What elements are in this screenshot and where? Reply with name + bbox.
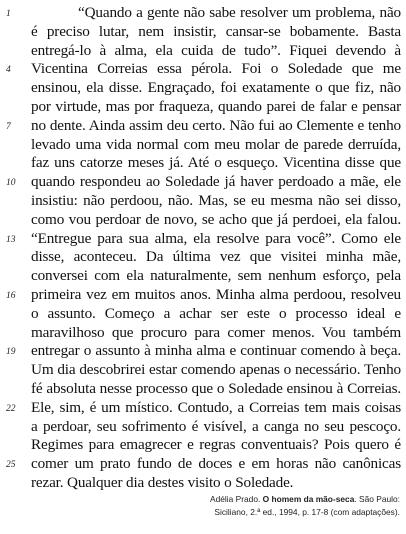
passage-line <box>0 248 406 267</box>
source-citation <box>170 493 400 519</box>
line-text: ensinou, ela disse. Engraçado, foi exatamente o que fiz, não <box>31 79 401 97</box>
passage-line <box>0 455 406 474</box>
line-text: levado uma vida normal com meu molar de parede derruída, <box>31 135 401 153</box>
text-passage <box>0 4 406 493</box>
passage-line <box>0 267 406 286</box>
line-text: a perdoar, seu sofrimento é visível, a canga no seu pescoço. <box>31 417 401 435</box>
line-text: entregar o assunto à minha alma e continuar comendo à beça. <box>31 342 401 360</box>
passage-line <box>0 23 406 42</box>
passage-line <box>0 60 406 79</box>
line-text: quando respondeu ao Soledade já haver perdoado a mãe, ele <box>31 173 401 191</box>
passage-line <box>0 418 406 437</box>
passage-line <box>0 211 406 230</box>
line-text: “Quando a gente não sabe resolver um problema, não <box>78 4 401 21</box>
line-number: 7 <box>6 121 11 132</box>
passage-line <box>0 342 406 361</box>
line-text: faz uns catorze meses já. Até o esqueço. Vicentina disse que <box>31 154 401 172</box>
line-text: por virtude, mas por fraqueza, quando parei de falar e pensar <box>31 97 401 115</box>
line-text: o assunto. Começo a achar ser este o processo ideal e <box>31 304 401 322</box>
line-text: conversei com ela naturalmente, sem nenhum esforço, pela <box>31 267 401 285</box>
line-number: 10 <box>6 178 16 189</box>
line-number: 13 <box>6 234 16 245</box>
line-text: maravilhoso que procuro para comer menos. Vou também <box>31 323 401 341</box>
passage-line <box>0 436 406 455</box>
line-text: Vicentina Correias essa pérola. Foi o Soledade que me <box>31 60 401 78</box>
passage-line <box>0 286 406 305</box>
passage-line <box>0 173 406 192</box>
citation-author: Adélia Prado. <box>210 494 261 504</box>
line-text: “Entregue para sua alma, ela resolve para você”. Como ele <box>31 229 401 247</box>
passage-line <box>0 324 406 343</box>
citation-line-2: Siciliano, 2.ª ed., 1994, p. 17-8 (com adaptações). <box>214 507 400 517</box>
line-text: comer um prato fundo de doces e em horas não canônicas <box>31 455 401 473</box>
line-text: Regimes para emagrecer e regras conventuais? Pois quero é <box>31 436 401 454</box>
citation-place: . São Paulo: <box>354 494 400 504</box>
passage-line <box>0 192 406 211</box>
line-text: Um dia descobrirei estar comendo apenas o necessário. Tenho <box>31 361 401 379</box>
passage-line <box>0 305 406 324</box>
line-text: Ele, sim, é um místico. Contudo, a Correias tem mais coisas <box>31 398 401 416</box>
line-number: 4 <box>6 65 11 76</box>
citation-title: O homem da mão-seca <box>262 494 355 504</box>
passage-line <box>0 117 406 136</box>
citation-line-1 <box>170 493 400 506</box>
line-number: 1 <box>6 9 11 19</box>
line-text: entregá-lo à alma, ela cuida de tudo”. Fiquei devendo à <box>31 41 401 59</box>
line-number: 16 <box>6 290 16 301</box>
passage-line <box>0 4 406 23</box>
line-text: fé absoluta nesse processo que o Soledade ensinou à Correias. <box>31 379 401 397</box>
passage-line <box>0 380 406 399</box>
passage-line <box>0 230 406 249</box>
passage-line <box>0 98 406 117</box>
line-text: no dente. Ainda assim deu certo. Não fui ao Clemente e tenho <box>31 116 401 134</box>
passage-line <box>0 154 406 173</box>
line-number: 19 <box>6 347 16 358</box>
passage-line <box>0 79 406 98</box>
line-text: insistiu: não perdoou, não. Mas, se eu mesma não sei disso, <box>31 191 401 209</box>
line-number: 25 <box>6 460 16 471</box>
line-text: disse, aconteceu. Da última vez que visitei minha mãe, <box>31 248 401 266</box>
passage-line <box>0 474 406 493</box>
line-text: rezar. Qualquer dia destes visito o Soledade. <box>31 473 294 491</box>
passage-line <box>0 399 406 418</box>
line-text: primeira vez em muitos anos. Minha alma perdoou, resolveu <box>31 285 401 303</box>
passage-line <box>0 136 406 155</box>
passage-line <box>0 42 406 61</box>
passage-line <box>0 361 406 380</box>
line-number: 22 <box>6 403 16 414</box>
line-text: como vou perdoar de novo, se acho que já perdoei, ela falou. <box>31 210 401 228</box>
line-text: é preciso lutar, nem insistir, cansar-se bobamente. Basta <box>31 22 401 40</box>
